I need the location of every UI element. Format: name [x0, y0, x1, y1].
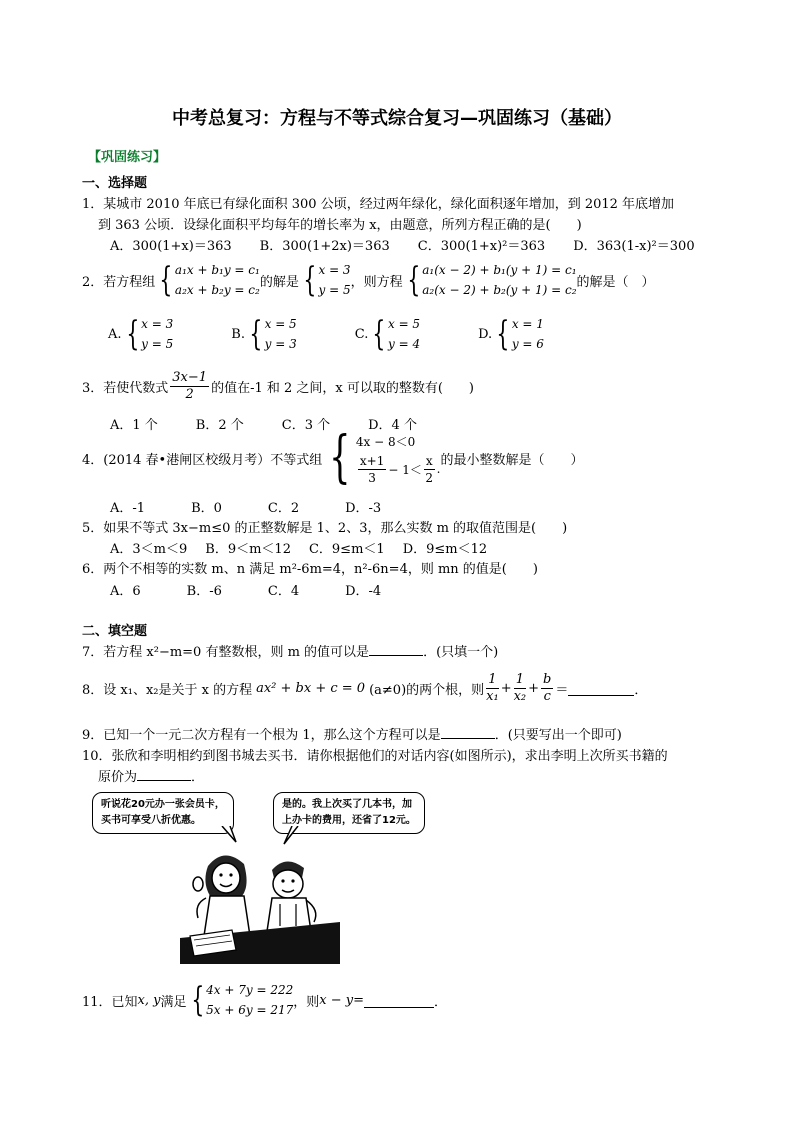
q1-options: [110, 235, 723, 254]
q8-stem: 8．设 x₁、x₂是关于 x 的方程 ax² + bx + c = 0 (a≠0)的两个根，则 $\frac{1}{\text{x₁}}$ + $\frac{1}{\text{x₂}}$ + $\frac{b}{c}$ ＝ ．: [82, 672, 648, 704]
q6-option-b: B．-6: [186, 584, 222, 599]
q8-condition: (a≠0)的两个根，则: [369, 683, 485, 698]
q11-system: { 4x + 7y = 222 5x + 6y = 217: [190, 980, 294, 1020]
q11-expr: x − y: [319, 992, 354, 1008]
q2-suffix: 的解是（ ）: [576, 274, 655, 290]
q5-option-d: D．9≤m＜12: [402, 542, 488, 557]
q2-system1: { a₁x + b₁y = c₁ a₂x + b₂y = c₂: [159, 260, 260, 300]
section-fill-heading: 二、填空题: [82, 624, 148, 639]
q8-frac3-den: c: [543, 689, 551, 704]
q3-option-c: C．3 个: [281, 418, 331, 433]
q11-mid: 满足: [160, 994, 187, 1010]
q7-answer-blank[interactable]: [369, 655, 423, 656]
q5-option-b: B．9＜m＜12: [205, 542, 291, 557]
q9-answer-blank[interactable]: [441, 738, 495, 739]
bubble-right-tail: [284, 826, 298, 844]
q8-answer-blank[interactable]: [568, 681, 634, 696]
q2-option-c-label: C.: [354, 326, 369, 342]
q1-option-a: A．300(1+x)＝363: [110, 239, 232, 254]
q2-option-a-r1: x = 3: [141, 317, 174, 331]
q11-row2: 5x + 6y = 217: [206, 1003, 294, 1017]
q4-option-a: A．-1: [110, 501, 146, 516]
q8-frac2: [514, 672, 527, 705]
q8-frac1-den: x₁: [486, 689, 499, 704]
q9-suffix: ．(只要写出一个即可): [494, 728, 622, 743]
bubble-left-tail: [222, 826, 236, 842]
q1-option-b: B．300(1+2x)＝363: [259, 239, 390, 254]
q2-sol-row1: x = 3: [318, 263, 351, 277]
q2-prefix: 2．若方程组: [82, 274, 156, 290]
q2-mid1: 的解是: [259, 274, 299, 290]
q2-option-a-r2: y = 5: [141, 337, 174, 351]
q1-line1: 1．某城市 2010 年底已有绿化面积 300 公顷，经过两年绿化，绿化面积逐年增加，到 2012 年底增加: [82, 197, 675, 212]
q3-prefix: 3．若使代数式: [82, 381, 169, 396]
q2-option-a: A. { x = 3 y = 5: [108, 314, 174, 354]
q2-option-b-r2: y = 3: [264, 337, 297, 351]
q8-prefix: 8．设 x₁、x₂是关于 x 的方程: [82, 683, 253, 698]
q3-option-b: B．2 个: [195, 418, 244, 433]
bubble-right-line2: 上办卡的费用，还省了12元。: [282, 815, 416, 826]
q7-stem: [82, 641, 498, 660]
q6-stem: 6．两个不相等的实数 m、n 满足 m²-6m=4，n²-6n=4，则 mn 的值是( ): [82, 562, 538, 577]
q2-stem: [82, 260, 655, 300]
q2-options: [108, 314, 544, 354]
q11-answer-blank[interactable]: [364, 993, 434, 1008]
q8-frac1: [486, 672, 499, 705]
q3-denominator: 2: [185, 387, 194, 402]
q7-prefix: 7．若方程 x²−m=0 有整数根，则 m 的值可以是: [82, 645, 370, 660]
bubble-left-line2: 买书可享受八折优惠。: [101, 815, 201, 826]
q2-solution: { x = 3 y = 5: [303, 260, 351, 300]
bubble-right-line1: 是的。我上次买了几本书，加: [282, 799, 412, 810]
q11-suffix: ，则: [293, 994, 320, 1010]
q2-option-b-label: B.: [231, 326, 245, 342]
q4-frac2-den: 2: [425, 470, 434, 485]
q2-mid2: ，则方程: [350, 274, 403, 290]
page-title: 中考总复习：方程与不等式综合复习—巩固练习（基础）: [172, 108, 622, 129]
q2-option-a-label: A.: [108, 326, 122, 342]
q6-options: [110, 580, 409, 599]
q2-sys1-row1: a₁x + b₁y = c₁: [174, 263, 260, 277]
q1-option-d: D．363(1-x)²＝300: [573, 239, 695, 254]
q3-stem: [82, 370, 474, 403]
q1-line2: 到 363 公顷．设绿化面积平均每年的增长率为 x，由题意，所列方程正确的是( ): [98, 218, 582, 233]
q2-option-b: B. { x = 5 y = 3: [231, 314, 297, 354]
q8-end: ．: [634, 683, 648, 698]
q4-frac1-num: x+1: [359, 453, 385, 468]
q10-end: ．: [191, 770, 205, 785]
q5-options: [110, 538, 515, 557]
q10-line2: [98, 766, 204, 785]
q8-equals: ＝: [555, 683, 569, 698]
q2-sys2-row2: a₂(x − 2) + b₂(y + 1) = c₂: [422, 283, 577, 297]
q8-frac2-num: 1: [515, 672, 524, 687]
q8-frac1-num: 1: [488, 672, 497, 687]
q4-option-b: B．0: [191, 501, 222, 516]
q3-fraction: [170, 370, 209, 403]
q4-options: [110, 497, 409, 516]
q2-system2: { a₁(x − 2) + b₁(y + 1) = c₁ a₂(x − 2) + b₂(y + 1) = c₂: [406, 260, 577, 300]
q11-equals: =: [353, 992, 365, 1008]
q4-frac1-den: 3: [368, 470, 376, 485]
section-choice-heading: 一、选择题: [82, 176, 148, 191]
q4-option-d: D．-3: [345, 501, 382, 516]
q11-stem: [82, 980, 447, 1020]
q6-option-a: A．6: [110, 584, 141, 599]
q2-sol-row2: y = 5: [318, 283, 351, 297]
q11-end: ．: [434, 994, 448, 1010]
q2-option-b-r1: x = 5: [264, 317, 297, 331]
q4-frac2-num: x: [425, 453, 433, 468]
q8-frac2-den: x₂: [513, 689, 527, 704]
q10-line2-text: 原价为: [98, 770, 138, 785]
q3-suffix: 的值在-1 和 2 之间，x 可以取的整数有( ): [211, 381, 475, 396]
q2-sys2-row1: a₁(x − 2) + b₁(y + 1) = c₁: [422, 263, 577, 277]
q4-suffix: 的最小整数解是（ ）: [440, 452, 584, 468]
bubble-left-line1: 听说花20元办一张会员卡，: [101, 799, 225, 810]
q2-option-c-r2: y = 4: [387, 337, 421, 351]
q4-frac1: [358, 453, 386, 486]
q7-suffix: ．(只填一个): [423, 645, 499, 660]
q2-option-d: D. { x = 1 y = 6: [478, 314, 544, 354]
dialogue-illustration: [180, 826, 340, 964]
q1-option-c: C．300(1+x)²＝363: [417, 239, 546, 254]
q2-option-d-r2: y = 6: [511, 337, 544, 351]
q2-option-d-label: D.: [478, 326, 493, 342]
q4-row1: 4x − 8＜0: [355, 434, 416, 449]
q5-option-c: C．9≤m＜1: [308, 542, 385, 557]
q4-option-c: C．2: [267, 501, 300, 516]
q8-frac3-num: b: [543, 672, 552, 687]
girl-figure: [193, 855, 250, 936]
q4-row2-mid: − 1＜: [388, 462, 422, 477]
q4-system: { 4x − 8＜0 $\frac{x+1}{3}$ − 1＜ $\frac{x}{2}$ .: [329, 425, 441, 490]
q2-sys1-row2: a₂x + b₂y = c₂: [174, 283, 260, 297]
q5-option-a: A．3＜m＜9: [110, 542, 188, 557]
q5-stem: 5．如果不等式 3x−m≤0 的正整数解是 1、2、3，那么实数 m 的取值范围是( ): [82, 521, 568, 536]
q3-option-a: A．1 个: [110, 418, 158, 433]
q9-prefix: 9．已知一个一元二次方程有一个根为 1，那么这个方程可以是: [82, 728, 441, 743]
q2-option-c-r1: x = 5: [387, 317, 421, 331]
q11-vars: x, y: [137, 992, 161, 1008]
q2-option-c: C. { x = 5 y = 4: [354, 314, 421, 354]
q10-line1: 10．张欣和李明相约到图书城去买书．请你根据他们的对话内容(如图所示)，求出李明上次所买书籍的: [82, 749, 668, 764]
section-tag: 【巩固练习】: [88, 150, 167, 165]
q6-option-c: C．4: [267, 584, 300, 599]
q4-prefix: 4．(2014 春•港闸区校级月考）不等式组: [82, 452, 323, 468]
q6-option-d: D．-4: [345, 584, 382, 599]
q3-numerator: 3x−1: [172, 370, 208, 385]
q3-option-d: D．4 个: [368, 418, 417, 433]
q10-answer-blank[interactable]: [137, 780, 191, 781]
q9-stem: [82, 724, 622, 743]
q11-prefix: 11．已知: [82, 994, 138, 1010]
q8-equation: ax² + bx + c = 0: [256, 681, 366, 696]
q2-option-d-r1: x = 1: [511, 317, 544, 331]
q11-row1: 4x + 7y = 222: [206, 983, 294, 997]
q4-frac2: [424, 453, 435, 486]
q8-frac3: [541, 672, 553, 705]
